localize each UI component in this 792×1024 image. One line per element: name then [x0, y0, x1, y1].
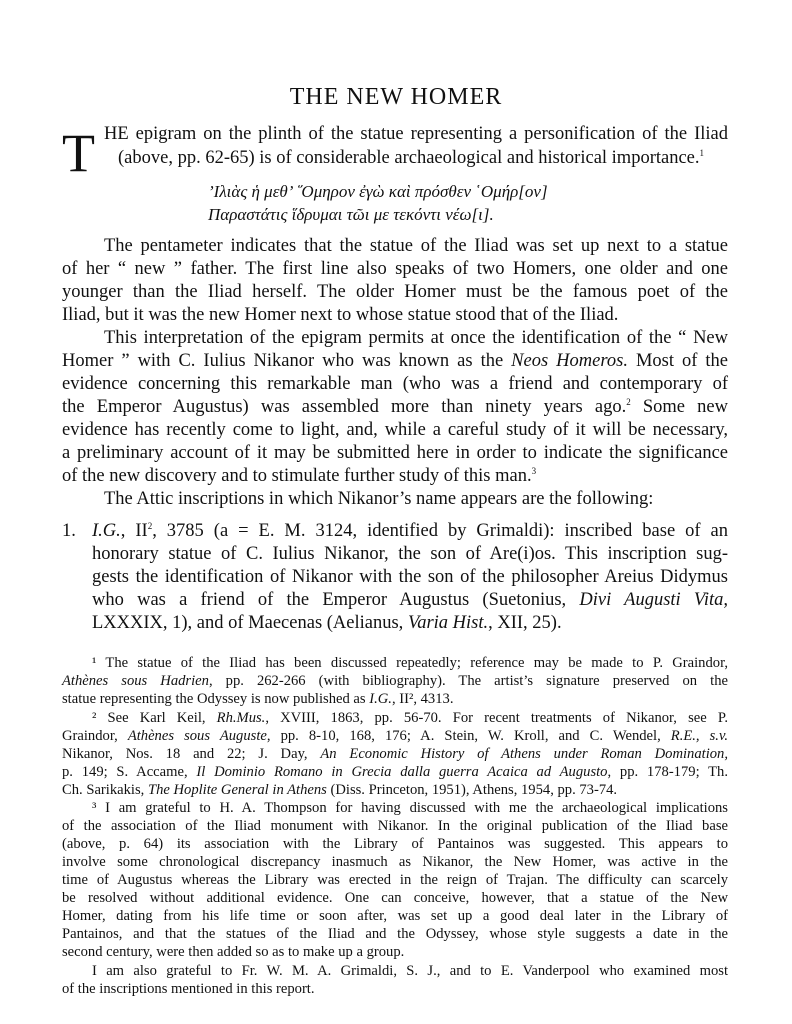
footnote-3-line: Pantainos, and that the statues of the Iliad and the Odyssey, whose style suggests a date in the: [62, 926, 728, 942]
greek-verse-2: Παραστάτις ἵδρυμαι τῶι με τεκόντι νέω[ι].: [208, 205, 494, 224]
para2-line: a preliminary account of it may be submitted here in order to indicate the significance: [62, 443, 728, 463]
intro-line-2: (above, pp. 62-65) is of considerable archaeological and historical importance.$^1$: [118, 147, 705, 168]
footnote-2-line: p. 149; S. Accame, Il Dominio Romano in Grecia dalla guerra Acaica ad Augusto, pp. 178-179; Th.: [62, 764, 728, 780]
para2-line: the Emperor Augustus) was assembled more than ninety years ago.$^2$ Some new: [62, 396, 729, 417]
footnote-2-line: ² See Karl Keil, Rh.Mus., XVIII, 1863, pp. 56-70. For recent treatments of Nikanor, see P.: [92, 710, 728, 726]
footnote-3-line: second century, were then added so as to make up a group.: [62, 944, 405, 960]
greek-verse-1: ’Ιλιὰς ἡ μεθ’ ῞Ομηρον ἐγὼ καὶ πρόσθεν ῾Ομήρ[ον]: [208, 182, 548, 201]
para2-line: evidence has recently come to light, and, while a careful study of it will be necessary,: [62, 420, 728, 440]
footnote-3-line: ³ I am grateful to H. A. Thompson for having discussed with me the archaeological implications: [92, 800, 728, 816]
para2-line: Homer ” with C. Iulius Nikanor who was known as the Neos Homeros. Most of the: [62, 351, 728, 371]
page-title: THE NEW HOMER: [289, 84, 503, 110]
footnote-2-line: Ch. Sarikakis, The Hoplite General in Athens (Diss. Princeton, 1951), Athens, 1954, pp. 73-74.: [62, 782, 618, 798]
para3-line: The Attic inscriptions in which Nikanor’s name appears are the following:: [104, 489, 654, 509]
footnote-3-line: involve some chronological discrepancy inasmuch as Nikanor, the New Homer, was active in the: [62, 854, 728, 870]
drop-cap: T: [62, 123, 95, 183]
intro-line-1: HE epigram on the plinth of the statue representing a personification of the Iliad: [104, 124, 728, 144]
footnote-2-line: Nikanor, Nos. 18 and 22; J. Day, An Economic History of Athens under Roman Domination,: [62, 746, 728, 762]
item1-line: honorary statue of C. Iulius Nikanor, the son of Are(i)os. This inscription sug-: [92, 544, 728, 564]
footnote-3-line: be resolved without additional evidence. One can conceive, however, that a statue of the New: [62, 890, 728, 906]
footnote-3-line: I am also grateful to Fr. W. M. A. Grimaldi, S. J., and to E. Vanderpool who examined most: [92, 963, 728, 979]
para2-line: of the new discovery and to stimulate further study of this man.$^3$: [62, 465, 537, 486]
item1-line: I.G., $II^2$, 3785 (a = E. M. 3124, identified by Grimaldi): inscribed base of an: [92, 520, 728, 541]
footnote-3-line: Homer, dating from his life time or soon after, was set up a good deal later in the Library of: [62, 908, 728, 924]
item1-line: LXXXIX, 1), and of Maecenas (Aelianus, Varia Hist., XII, 25).: [92, 613, 562, 633]
footnote-3-line: (above, p. 64) its association with the Library of Pantainos was suggested. This appears to: [62, 836, 728, 852]
footnote-3-line: of the association of the Iliad monument with Nikanor. In the original publication of the Iliad base: [62, 818, 728, 834]
para2-line: evidence concerning this remarkable man (who was a friend and contemporary of: [62, 374, 728, 394]
footnote-2-line: Graindor, Athènes sous Auguste, pp. 8-10, 168, 176; A. Stein, W. Kroll, and C. Wendel, R.E., s.v.: [62, 728, 728, 744]
para1-line: The pentameter indicates that the statue of the Iliad was set up next to a statue: [104, 236, 728, 256]
footnote-1-line: Athènes sous Hadrien, pp. 262-266 (with bibliography). The artist’s signature preserved on the: [62, 673, 729, 689]
item1-line: gests the identification of Nikanor with the son of the philosopher Areius Didymus: [92, 567, 728, 587]
item1-line: who was a friend of the Emperor Augustus (Suetonius, Divi Augusti Vita,: [92, 590, 728, 610]
para1-line: younger than the Iliad herself. The older Homer must be the famous poet of the: [62, 282, 728, 302]
para1-line: Iliad, but it was the new Homer next to whose statue stood that of the Iliad.: [62, 305, 619, 325]
footnote-1-line: ¹ The statue of the Iliad has been discussed repeatedly; reference may be made to P. Graindor,: [92, 655, 728, 671]
item-number: 1.: [62, 521, 76, 541]
footnote-3-line: time of Augustus whereas the Library was erected in the reign of Trajan. The difficulty can scarcely: [62, 872, 728, 888]
para2-line: This interpretation of the epigram permits at once the identification of the “ New: [104, 328, 728, 348]
footnote-3-line: of the inscriptions mentioned in this report.: [62, 981, 315, 997]
para1-line: of her “ new ” father. The first line also speaks of two Homers, one older and one: [62, 259, 728, 279]
footnote-1-line: statue representing the Odyssey is now published as I.G., II², 4313.: [62, 691, 454, 707]
